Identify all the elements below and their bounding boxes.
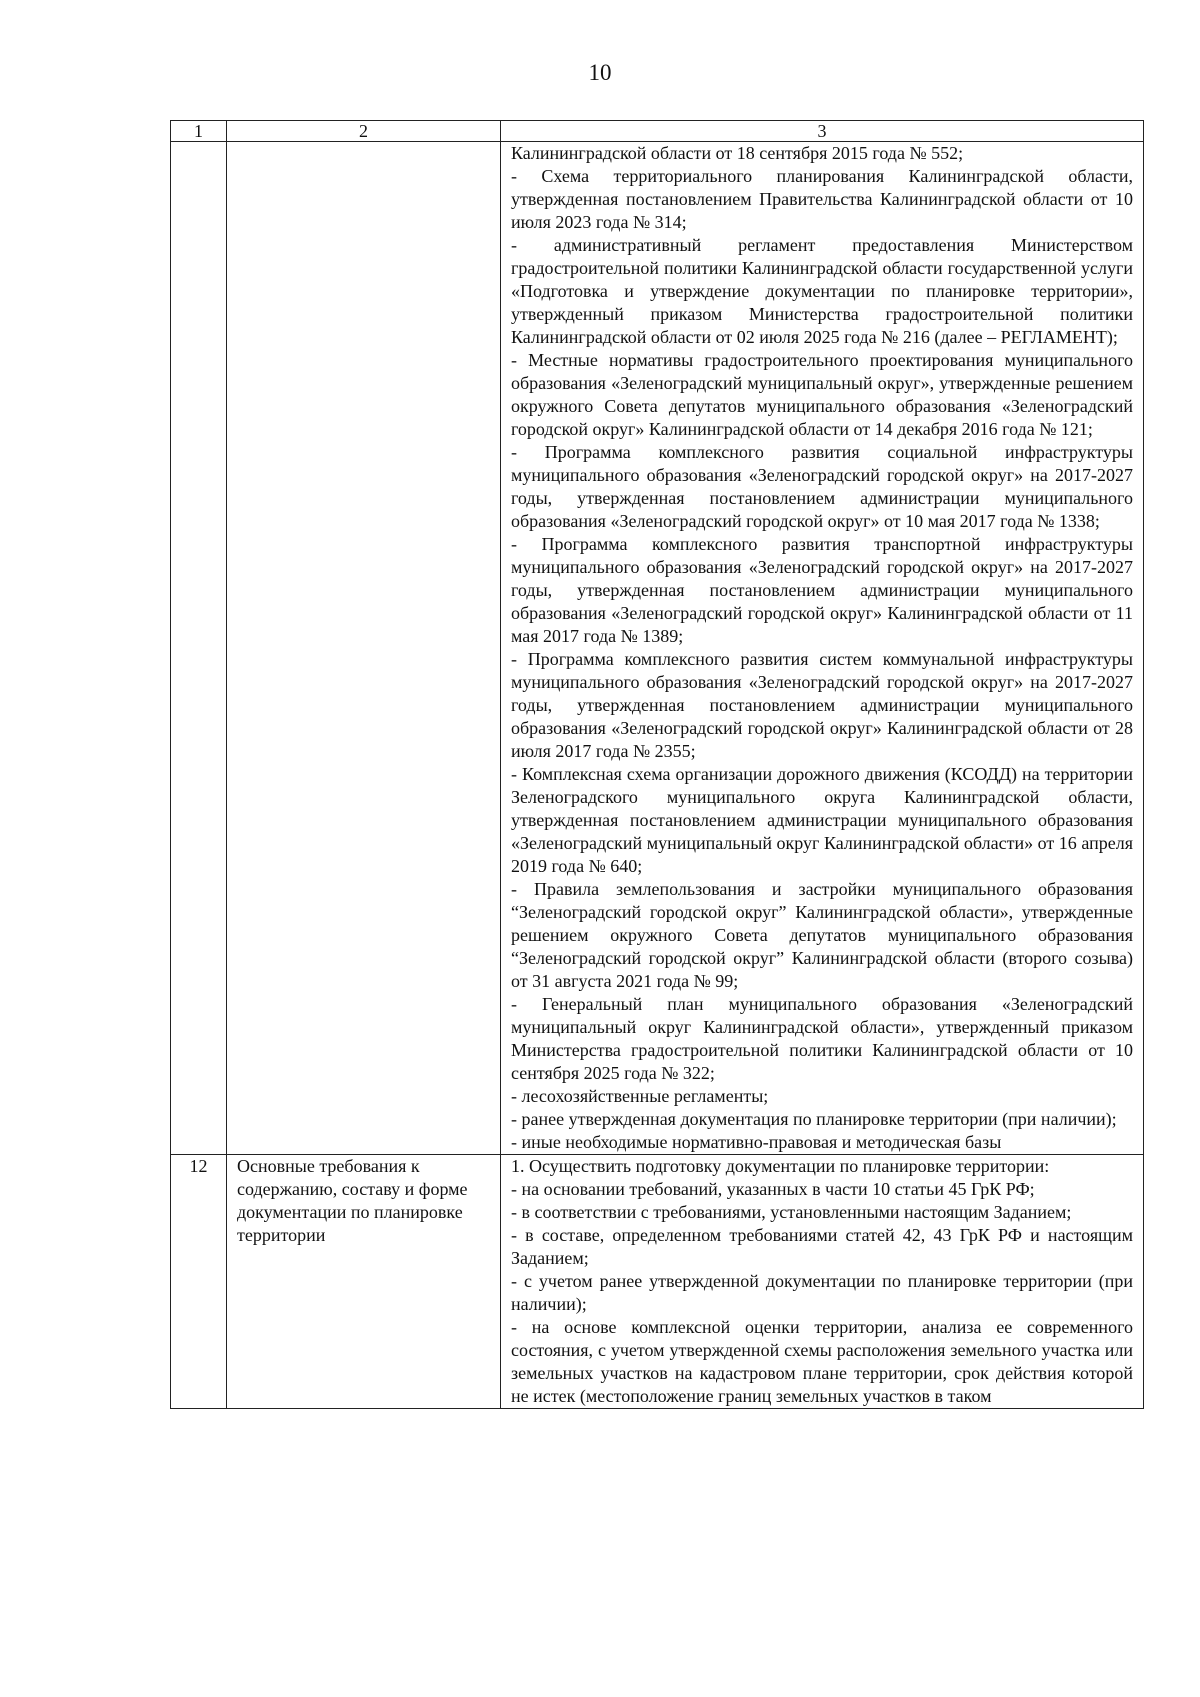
paragraph: - Программа комплексного развития социальной инфраструктуры муниципального образования «Зеленоградский городской округ» на 2017-2027 годы, утвержденная постановлением администрации муниципального образования «Зеленоградский городской округ» от 10 мая 2017 года № 1338; (511, 442, 1133, 531)
row-number-cell (171, 142, 227, 1155)
paragraph: - административный регламент предоставления Министерством градостроительной политики Калининградской области государственной услуги «Подготовка и утверждение документации по планировке территории», утвержденный приказом Министерства градостроительной политики Калининградской области от 02 июля 2025 года № 216 (далее – РЕГЛАМЕНТ); (511, 235, 1133, 347)
paragraph: - Генеральный план муниципального образования «Зеленоградский муниципальный округ Калининградской области», утвержденный приказом Министерства градостроительной политики Калининградской области от 10 сентября 2025 года № 322; (511, 994, 1133, 1083)
paragraph: - Схема территориального планирования Калининградской области, утвержденная постановлением Правительства Калининградской области от 10 июля 2023 года № 314; (511, 166, 1133, 232)
table-row-continued (171, 142, 1144, 1155)
row-number-cell: 12 (171, 1155, 227, 1409)
paragraph: - ранее утвержденная документация по планировке территории (при наличии); (511, 1109, 1117, 1129)
paragraph: - в составе, определенном требованиями статей 42, 43 ГрК РФ и настоящим Заданием; (511, 1225, 1133, 1268)
page-number: 10 (588, 60, 612, 85)
row-content-cell (501, 142, 1144, 1155)
table-header-row (171, 121, 1144, 142)
paragraph: Калининградской области от 18 сентября 2015 года № 552; (511, 143, 964, 163)
paragraph: - Программа комплексного развития систем коммунальной инфраструктуры муниципального образования «Зеленоградский городской округ» на 2017-2027 годы, утвержденная постановлением администрации муниципального образования «Зеленоградский городской округ» Калининградской области от 28 июля 2017 года № 2355; (511, 649, 1133, 761)
paragraph: 1. Осуществить подготовку документации по планировке территории: (511, 1156, 1050, 1176)
paragraph: - лесохозяйственные регламенты; (511, 1086, 769, 1106)
requirements-table (170, 120, 1144, 1409)
table-row-12 (171, 1155, 1144, 1409)
paragraph: - в соответствии с требованиями, установленными настоящим Заданием; (511, 1202, 1072, 1222)
paragraph: - Программа комплексного развития транспортной инфраструктуры муниципального образования «Зеленоградский городской округ» на 2017-2027 годы, утвержденная постановлением администрации муниципального образования «Зеленоградский городской округ» Калининградской области от 11 мая 2017 года № 1389; (511, 534, 1133, 646)
column-header-3: 3 (501, 121, 1144, 142)
paragraph: - на основе комплексной оценки территории, анализа ее современного состояния, с учетом утвержденной схемы расположения земельного участка или земельных участков на кадастровом плане территории, срок действия которой не истек (местоположение границ земельных участков в таком (511, 1317, 1133, 1406)
paragraph: - иные необходимые нормативно-правовая и методическая базы (511, 1132, 1002, 1152)
column-header-2: 2 (227, 121, 501, 142)
paragraph: - Местные нормативы градостроительного проектирования муниципального образования «Зеленоградский муниципальный округ», утвержденные решением окружного Совета депутатов муниципального образования «Зеленоградский городской округ» Калининградской области от 14 декабря 2016 года № 121; (511, 350, 1133, 439)
row-name-cell: Основные требования к содержанию, составу и форме документации по планировке территории (227, 1155, 501, 1409)
row-content-cell (501, 1155, 1144, 1409)
column-header-1: 1 (171, 121, 227, 142)
row-name-cell (227, 142, 501, 1155)
paragraph: - на основании требований, указанных в части 10 статьи 45 ГрК РФ; (511, 1179, 1035, 1199)
paragraph: - Комплексная схема организации дорожного движения (КСОДД) на территории Зеленоградского муниципального округа Калининградской области, утвержденная постановлением администрации муниципального образования «Зеленоградский муниципальный округ Калининградской области» от 16 апреля 2019 года № 640; (511, 764, 1133, 876)
paragraph: - с учетом ранее утвержденной документации по планировке территории (при наличии); (511, 1271, 1133, 1314)
paragraph: - Правила землепользования и застройки муниципального образования “Зеленоградский городской округ” Калининградской области», утвержденные решением окружного Совета депутатов муниципального образования “Зеленоградский городской округ” Калининградской области (второго созыва) от 31 августа 2021 года № 99; (511, 879, 1133, 991)
